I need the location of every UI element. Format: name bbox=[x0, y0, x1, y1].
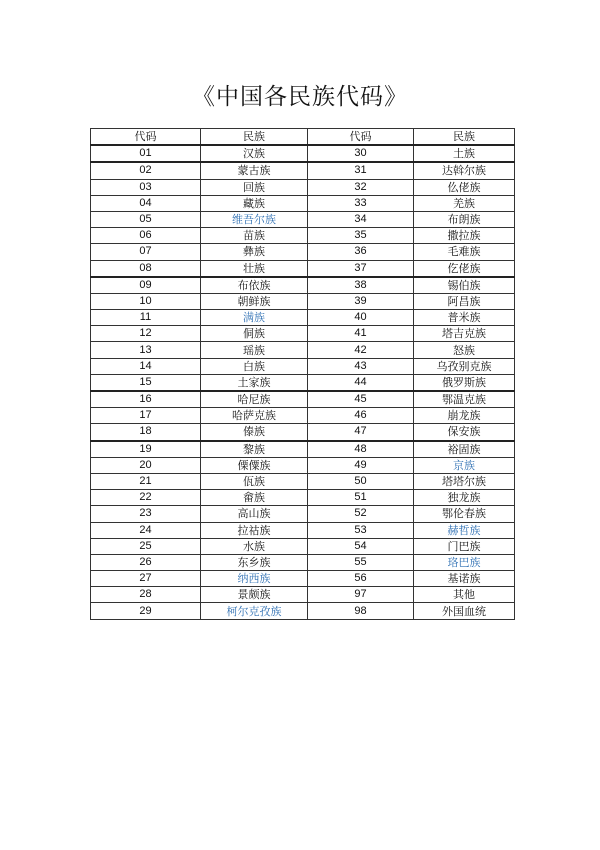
ethnicity-cell-right: 赫哲族 bbox=[414, 522, 515, 538]
table-header-row bbox=[91, 129, 515, 146]
ethnicity-cell-left: 哈尼族 bbox=[201, 391, 308, 408]
code-cell-right: 54 bbox=[308, 538, 414, 554]
code-cell-left: 16 bbox=[91, 391, 201, 408]
code-cell-right: 34 bbox=[308, 211, 414, 227]
ethnicity-cell-right: 撒拉族 bbox=[414, 228, 515, 244]
ethnicity-cell-left: 景颇族 bbox=[201, 587, 308, 603]
table-row bbox=[91, 374, 515, 391]
code-cell-right: 45 bbox=[308, 391, 414, 408]
table-row bbox=[91, 244, 515, 260]
table-row bbox=[91, 195, 515, 211]
code-cell-left: 28 bbox=[91, 587, 201, 603]
header-code-right: 代码 bbox=[308, 129, 414, 146]
code-cell-left: 11 bbox=[91, 310, 201, 326]
code-cell-left: 24 bbox=[91, 522, 201, 538]
ethnicity-cell-left: 苗族 bbox=[201, 228, 308, 244]
table-row bbox=[91, 522, 515, 538]
ethnicity-cell-right: 鄂温克族 bbox=[414, 391, 515, 408]
ethnicity-cell-left: 黎族 bbox=[201, 441, 308, 458]
code-cell-right: 44 bbox=[308, 374, 414, 391]
table-row bbox=[91, 260, 515, 277]
code-cell-left: 26 bbox=[91, 554, 201, 570]
code-cell-left: 10 bbox=[91, 293, 201, 309]
code-cell-left: 29 bbox=[91, 603, 201, 619]
table-row bbox=[91, 162, 515, 179]
ethnicity-cell-right: 保安族 bbox=[414, 424, 515, 441]
table-body bbox=[91, 145, 515, 619]
ethnicity-cell-left: 瑶族 bbox=[201, 342, 308, 358]
code-cell-right: 33 bbox=[308, 195, 414, 211]
ethnicity-cell-left: 维吾尔族 bbox=[201, 211, 308, 227]
table-row bbox=[91, 506, 515, 522]
table-row bbox=[91, 391, 515, 408]
table-row bbox=[91, 538, 515, 554]
code-cell-left: 22 bbox=[91, 490, 201, 506]
ethnicity-cell-right: 独龙族 bbox=[414, 490, 515, 506]
code-cell-left: 02 bbox=[91, 162, 201, 179]
table-row bbox=[91, 326, 515, 342]
ethnicity-cell-right: 仫佬族 bbox=[414, 179, 515, 195]
ethnicity-cell-left: 水族 bbox=[201, 538, 308, 554]
ethnicity-cell-left: 白族 bbox=[201, 358, 308, 374]
ethnicity-cell-right: 基诺族 bbox=[414, 571, 515, 587]
code-cell-right: 42 bbox=[308, 342, 414, 358]
ethnicity-cell-right: 土族 bbox=[414, 145, 515, 162]
table-row bbox=[91, 342, 515, 358]
table-row bbox=[91, 310, 515, 326]
ethnicity-cell-left: 拉祜族 bbox=[201, 522, 308, 538]
ethnicity-cell-left: 布依族 bbox=[201, 277, 308, 294]
code-cell-left: 25 bbox=[91, 538, 201, 554]
code-cell-left: 03 bbox=[91, 179, 201, 195]
header-ethnicity-left: 民族 bbox=[201, 129, 308, 146]
ethnicity-cell-right: 塔吉克族 bbox=[414, 326, 515, 342]
ethnicity-cell-right: 达斡尔族 bbox=[414, 162, 515, 179]
header-code-left: 代码 bbox=[91, 129, 201, 146]
ethnicity-cell-right: 外国血统 bbox=[414, 603, 515, 619]
code-cell-left: 06 bbox=[91, 228, 201, 244]
ethnicity-cell-left: 高山族 bbox=[201, 506, 308, 522]
table-row bbox=[91, 408, 515, 424]
code-cell-right: 30 bbox=[308, 145, 414, 162]
ethnicity-cell-left: 哈萨克族 bbox=[201, 408, 308, 424]
code-cell-right: 35 bbox=[308, 228, 414, 244]
ethnicity-cell-right: 俄罗斯族 bbox=[414, 374, 515, 391]
code-cell-left: 20 bbox=[91, 457, 201, 473]
code-cell-right: 41 bbox=[308, 326, 414, 342]
code-cell-right: 52 bbox=[308, 506, 414, 522]
code-cell-left: 27 bbox=[91, 571, 201, 587]
code-cell-left: 08 bbox=[91, 260, 201, 277]
ethnicity-cell-left: 壮族 bbox=[201, 260, 308, 277]
table-row bbox=[91, 293, 515, 309]
table-row bbox=[91, 473, 515, 489]
table-row bbox=[91, 603, 515, 619]
table-row bbox=[91, 441, 515, 458]
ethnicity-cell-left: 佤族 bbox=[201, 473, 308, 489]
table-row bbox=[91, 554, 515, 570]
code-cell-right: 31 bbox=[308, 162, 414, 179]
ethnicity-cell-right: 塔塔尔族 bbox=[414, 473, 515, 489]
code-cell-left: 04 bbox=[91, 195, 201, 211]
code-cell-left: 09 bbox=[91, 277, 201, 294]
code-cell-right: 46 bbox=[308, 408, 414, 424]
ethnicity-cell-left: 傣族 bbox=[201, 424, 308, 441]
ethnicity-cell-right: 京族 bbox=[414, 457, 515, 473]
code-cell-left: 12 bbox=[91, 326, 201, 342]
table-row bbox=[91, 228, 515, 244]
ethnicity-cell-right: 鄂伦春族 bbox=[414, 506, 515, 522]
ethnicity-cell-right: 裕固族 bbox=[414, 441, 515, 458]
code-cell-right: 39 bbox=[308, 293, 414, 309]
code-cell-right: 32 bbox=[308, 179, 414, 195]
table-row bbox=[91, 277, 515, 294]
table-row bbox=[91, 587, 515, 603]
ethnicity-cell-right: 布朗族 bbox=[414, 211, 515, 227]
table-row bbox=[91, 424, 515, 441]
ethnicity-cell-right: 珞巴族 bbox=[414, 554, 515, 570]
code-cell-right: 43 bbox=[308, 358, 414, 374]
ethnicity-cell-right: 怒族 bbox=[414, 342, 515, 358]
code-cell-left: 14 bbox=[91, 358, 201, 374]
ethnicity-cell-right: 锡伯族 bbox=[414, 277, 515, 294]
table-row bbox=[91, 490, 515, 506]
code-cell-right: 97 bbox=[308, 587, 414, 603]
ethnicity-cell-left: 东乡族 bbox=[201, 554, 308, 570]
ethnicity-cell-right: 普米族 bbox=[414, 310, 515, 326]
ethnicity-cell-left: 侗族 bbox=[201, 326, 308, 342]
code-cell-right: 56 bbox=[308, 571, 414, 587]
ethnicity-cell-right: 羌族 bbox=[414, 195, 515, 211]
code-cell-left: 23 bbox=[91, 506, 201, 522]
code-cell-left: 19 bbox=[91, 441, 201, 458]
ethnicity-cell-left: 藏族 bbox=[201, 195, 308, 211]
ethnicity-cell-left: 傈僳族 bbox=[201, 457, 308, 473]
table-row bbox=[91, 179, 515, 195]
ethnicity-cell-right: 其他 bbox=[414, 587, 515, 603]
code-cell-right: 40 bbox=[308, 310, 414, 326]
header-ethnicity-right: 民族 bbox=[414, 129, 515, 146]
ethnicity-cell-right: 乌孜别克族 bbox=[414, 358, 515, 374]
page-title: 《中国各民族代码》 bbox=[192, 84, 408, 110]
code-cell-left: 13 bbox=[91, 342, 201, 358]
ethnicity-cell-left: 柯尔克孜族 bbox=[201, 603, 308, 619]
ethnicity-cell-right: 阿昌族 bbox=[414, 293, 515, 309]
ethnicity-cell-right: 毛难族 bbox=[414, 244, 515, 260]
code-cell-right: 48 bbox=[308, 441, 414, 458]
ethnicity-cell-left: 汉族 bbox=[201, 145, 308, 162]
code-cell-left: 05 bbox=[91, 211, 201, 227]
ethnicity-cell-left: 蒙古族 bbox=[201, 162, 308, 179]
code-cell-right: 37 bbox=[308, 260, 414, 277]
code-cell-right: 51 bbox=[308, 490, 414, 506]
code-cell-right: 38 bbox=[308, 277, 414, 294]
code-cell-left: 07 bbox=[91, 244, 201, 260]
ethnicity-cell-right: 崩龙族 bbox=[414, 408, 515, 424]
code-cell-left: 17 bbox=[91, 408, 201, 424]
code-cell-left: 18 bbox=[91, 424, 201, 441]
code-cell-right: 47 bbox=[308, 424, 414, 441]
ethnicity-cell-left: 朝鲜族 bbox=[201, 293, 308, 309]
ethnicity-cell-left: 回族 bbox=[201, 179, 308, 195]
table-row bbox=[91, 358, 515, 374]
table-row bbox=[91, 145, 515, 162]
code-cell-left: 01 bbox=[91, 145, 201, 162]
code-cell-right: 50 bbox=[308, 473, 414, 489]
ethnicity-cell-right: 门巴族 bbox=[414, 538, 515, 554]
ethnic-code-table bbox=[90, 128, 515, 620]
ethnicity-cell-left: 畲族 bbox=[201, 490, 308, 506]
table-row bbox=[91, 457, 515, 473]
code-cell-right: 98 bbox=[308, 603, 414, 619]
code-cell-right: 55 bbox=[308, 554, 414, 570]
code-cell-right: 49 bbox=[308, 457, 414, 473]
code-cell-right: 53 bbox=[308, 522, 414, 538]
ethnicity-cell-right: 仡佬族 bbox=[414, 260, 515, 277]
ethnicity-cell-left: 纳西族 bbox=[201, 571, 308, 587]
code-cell-right: 36 bbox=[308, 244, 414, 260]
code-cell-left: 21 bbox=[91, 473, 201, 489]
ethnicity-cell-left: 满族 bbox=[201, 310, 308, 326]
code-cell-left: 15 bbox=[91, 374, 201, 391]
table-row bbox=[91, 571, 515, 587]
ethnicity-cell-left: 土家族 bbox=[201, 374, 308, 391]
ethnicity-cell-left: 彝族 bbox=[201, 244, 308, 260]
table-row bbox=[91, 211, 515, 227]
